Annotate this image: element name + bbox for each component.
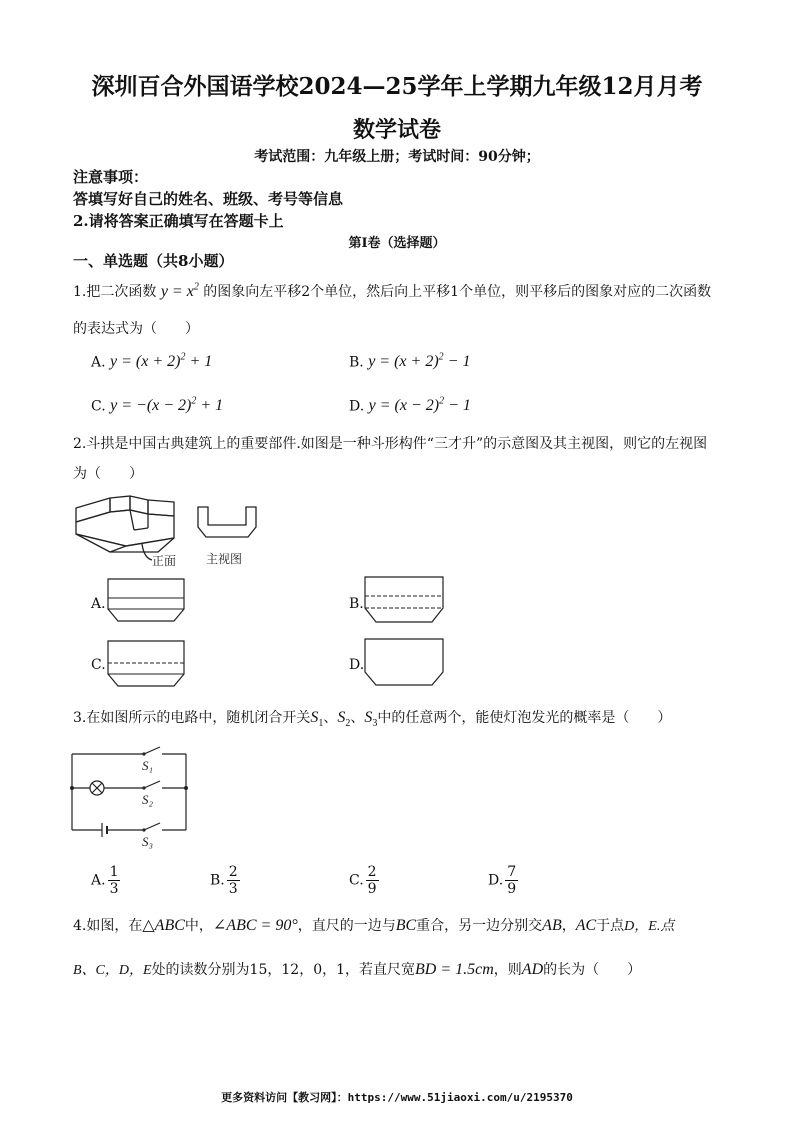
footer-link[interactable]: 更多资料访问【教习网】：https://www.51jiaoxi.com/u/2195370	[221, 1091, 573, 1104]
q2-main-view-figure	[194, 505, 264, 567]
q2-3d-left-block	[110, 496, 130, 512]
q3-option-b[interactable]	[210, 864, 240, 897]
part-title: 第I卷（选择题）	[348, 236, 446, 251]
q3-option-c-num: 2	[367, 864, 377, 880]
q2-main-view-label: 主视图	[206, 552, 243, 566]
q2-option-d-figure	[364, 638, 446, 688]
q3-option-c-den: 9	[367, 881, 377, 897]
q3-circuit-diagram	[68, 742, 198, 852]
exam-subtitle: 数学试卷	[352, 117, 441, 143]
q4-ad: AD	[521, 961, 544, 978]
q4-stem-line1	[73, 915, 674, 935]
q3-option-a-num: 1	[109, 864, 119, 880]
q1-option-c-expr: y = −(x − 2)	[110, 397, 192, 415]
q3-text-b: 中的任意两个，能使灯泡发光的概率是（ ）	[377, 710, 672, 726]
q1-option-d-exp: 2	[439, 396, 445, 407]
q4-t1: 4.如图，在	[73, 918, 143, 934]
q1-text-b: 的图象向左平移2个单位，然后向上平移1个单位，则平移后的图象对应的二次函数	[203, 284, 712, 300]
q3-switch-2: $S_2$	[337, 709, 351, 730]
q3-sep-1: 、	[323, 710, 338, 726]
q1-option-a[interactable]	[91, 352, 212, 371]
q2-option-a-label[interactable]: A.	[91, 596, 106, 612]
switch-s3-blade	[144, 823, 160, 830]
q2-3d-left-top	[76, 498, 110, 522]
q2-3d-slot	[130, 496, 148, 514]
q4-t9: ，则	[493, 962, 522, 978]
switch-s2-blade	[144, 781, 160, 788]
q1-option-c-tail: + 1	[196, 397, 224, 415]
q1-option-a-exp: 2	[180, 352, 186, 363]
q3-option-c[interactable]	[349, 864, 379, 897]
junction-right	[184, 786, 188, 790]
q2-option-c-label[interactable]: C.	[91, 657, 106, 673]
q4-t6: 于点	[596, 918, 625, 934]
q4-points: B、C，D，E	[73, 963, 152, 978]
notice-item-1: 答填写好自己的姓名、班级、考号等信息	[73, 190, 344, 208]
q4-bc: BC	[395, 917, 417, 934]
section-heading: 一、单选题（共8小题）	[73, 252, 234, 270]
q1-function	[161, 283, 199, 300]
q2-bracket-3d-figure	[72, 494, 192, 574]
q4-bd: BD = 1.5cm	[415, 961, 494, 978]
q1-option-a-tail: + 1	[185, 353, 213, 371]
q3-option-a-label: A.	[91, 872, 106, 889]
q4-t8: 处的读数分别为15，12，0，1，若直尺宽	[151, 962, 416, 978]
q2-stem-line2: 为（ ）	[73, 466, 143, 482]
q2-stem-line1: 2.斗拱是中国古典建筑上的重要部件.如图是一种斗形构件“三才升”的示意图及其主视图，则它的左视图	[73, 436, 708, 452]
q4-angle: ∠ABC = 90°	[212, 917, 298, 934]
q1-option-b-exp: 2	[438, 352, 444, 363]
q3-option-d-num: 7	[507, 864, 517, 880]
q3-option-d[interactable]	[488, 864, 518, 897]
q2-main-view-shape	[198, 507, 256, 537]
q4-t10: 的长为（ ）	[543, 962, 642, 978]
notice-item-2: 2.请将答案正确填写在答题卡上	[73, 212, 284, 230]
q1-option-d-label: D.	[349, 398, 365, 415]
q2-option-a-figure	[107, 578, 187, 623]
q1-option-c-label: C.	[91, 398, 106, 415]
q1-option-b[interactable]	[349, 352, 470, 371]
q2-3d-base	[76, 534, 174, 552]
q4-ac: AC	[575, 917, 597, 934]
q4-t2: 中，	[184, 918, 213, 934]
q1-option-c[interactable]	[91, 396, 223, 415]
q3-option-c-label: C.	[349, 872, 364, 889]
circuit-label-s1: S₁	[142, 758, 154, 773]
s2-contact	[142, 786, 145, 789]
q2-option-b-figure	[364, 576, 446, 624]
q2-d-outline	[365, 639, 443, 685]
q1-option-d-expr: y = (x − 2)	[368, 397, 440, 415]
exam-info: 考试范围：九年级上册；考试时间：90分钟；	[254, 149, 540, 165]
q3-sep-2: 、	[350, 710, 365, 726]
q2-3d-slot-edge	[130, 510, 134, 530]
circuit-label-s3: S₃	[142, 834, 154, 849]
q2-3d-right-block	[148, 500, 174, 516]
q2-a-outline	[108, 579, 184, 621]
q1-option-b-label: B.	[349, 354, 364, 371]
q2-front-label: 正面	[152, 554, 177, 568]
q3-option-a[interactable]	[91, 864, 120, 897]
q1-text-a: 1.把二次函数	[73, 284, 157, 300]
q1-option-a-expr: y = (x + 2)	[110, 353, 181, 371]
s1-contact	[142, 752, 145, 755]
q1-option-b-tail: − 1	[443, 353, 471, 371]
q3-option-d-label: D.	[488, 872, 504, 889]
q2-option-c-figure	[107, 640, 187, 688]
q4-t3: ，直尺的一边与	[297, 918, 396, 934]
q1-function-exp: 2	[193, 281, 199, 293]
q3-option-b-label: B.	[210, 872, 225, 889]
notice-heading: 注意事项：	[73, 168, 149, 186]
q1-option-d[interactable]	[349, 396, 471, 415]
q3-option-b-num: 2	[228, 864, 238, 880]
q2-option-d-label[interactable]: D.	[349, 657, 365, 673]
q1-option-b-expr: y = (x + 2)	[368, 353, 439, 371]
junction-left	[70, 786, 74, 790]
q2-3d-slot-floor	[134, 528, 148, 530]
q1-option-d-tail: − 1	[444, 397, 471, 415]
q4-t4: 重合，另一边分别交	[416, 918, 543, 934]
q3-option-d-den: 9	[507, 881, 517, 897]
q3-text-a: 3.在如图所示的电路中，随机闭合开关	[73, 710, 311, 726]
circuit-label-s2: S₂	[142, 792, 154, 807]
q2-option-b-label[interactable]: B.	[349, 596, 364, 612]
q3-option-a-den: 3	[109, 881, 119, 897]
q2-b-outline	[365, 577, 443, 622]
q4-stem-line2	[73, 959, 641, 979]
q1-option-a-label: A.	[91, 354, 106, 371]
q4-ab: AB	[542, 917, 562, 934]
q3-option-b-den: 3	[228, 881, 238, 897]
q1-option-c-exp: 2	[191, 396, 197, 407]
exam-title: 深圳百合外国语学校2024—25学年上学期九年级12月月考	[91, 73, 703, 100]
q3-switch-1: $S_1$	[310, 709, 324, 730]
q1-stem-line1	[73, 281, 711, 301]
q1-stem-line2: 的表达式为（ ）	[73, 321, 199, 337]
q3-switch-3: $S_3$	[364, 709, 378, 730]
q2-3d-base-edge	[110, 546, 126, 552]
q1-function-expr: y = x	[160, 283, 194, 300]
switch-s1-blade	[144, 747, 160, 754]
s3-contact	[142, 828, 145, 831]
q4-t5: ，	[561, 918, 576, 934]
q4-t7: D，E.点	[624, 919, 675, 934]
q4-triangle: △ABC	[142, 917, 185, 934]
q3-stem	[73, 707, 671, 729]
